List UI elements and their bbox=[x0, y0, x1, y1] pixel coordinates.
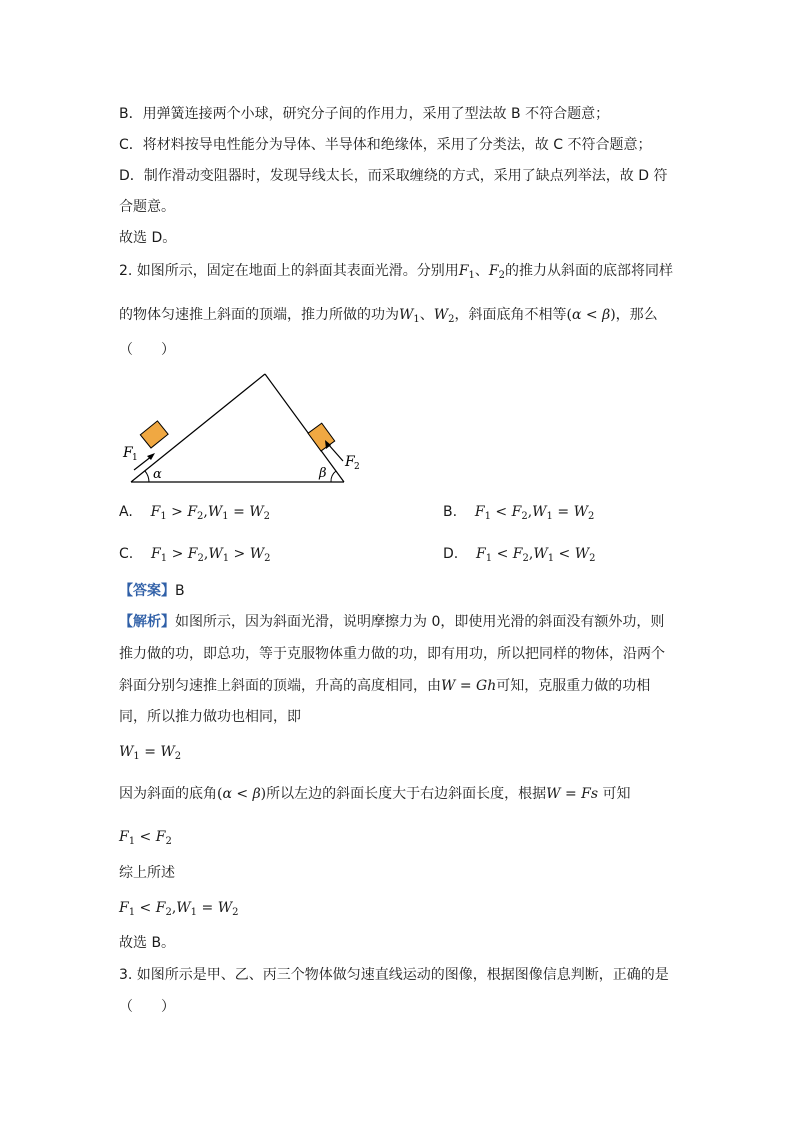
explanation-d-line1: D．制作滑动变阻器时，发现导线太长，而采取缠绕的方式，采用了缺点列举法，故 D 符 bbox=[119, 168, 668, 184]
answer-line bbox=[119, 582, 185, 600]
alpha-label: α bbox=[153, 467, 162, 482]
question-2-line1: 2. 如图所示，固定在地面上的斜面其表面光滑。分别用$F_1$、$F_2$的推力从斜面的底部将同样 bbox=[119, 263, 673, 281]
option-a: A. $F_1 > F_2,W_1 = W_2$ bbox=[119, 504, 271, 522]
answer-tag: 【答案】 bbox=[119, 583, 175, 599]
question-3-line1: 3. 如图所示是甲、乙、丙三个物体做匀速直线运动的图像，根据图像信息判断，正确的是 bbox=[119, 967, 669, 983]
answer-value: B bbox=[175, 583, 185, 599]
summary-line: 综上所述 bbox=[119, 865, 175, 881]
option-b: B. $F_1 < F_2,W_1 = W_2$ bbox=[443, 504, 595, 522]
formula-w1-eq-w2: $W_1 = W_2$ bbox=[119, 744, 182, 762]
analysis-line1: 【解析】如图所示，因为斜面光滑，说明摩擦力为 0，即使用光滑的斜面没有额外功，则 bbox=[119, 614, 665, 630]
explanation-c: C．将材料按导电性能分为导体、半导体和绝缘体，采用了分类法，故 C 不符合题意； bbox=[119, 137, 652, 153]
incline-right-side bbox=[265, 374, 344, 482]
beta-arc bbox=[331, 471, 336, 482]
analysis-tag: 【解析】 bbox=[119, 614, 175, 630]
f1-label: F bbox=[123, 445, 133, 461]
question-2-bracket: （ ） bbox=[119, 342, 175, 358]
f2-arrow bbox=[328, 444, 343, 461]
formula-f1-lt-f2: $F_1 < F_2$ bbox=[119, 829, 172, 847]
conclusion-b: 故选 B。 bbox=[119, 935, 176, 951]
analysis-line6: 因为斜面的底角(α < β)所以左边的斜面长度大于右边斜面长度，根据W = Fs 可知 bbox=[119, 786, 631, 802]
analysis-line4: 同，所以推力做功也相同，即 bbox=[119, 709, 301, 725]
question-2-line2: 的物体匀速推上斜面的顶端，推力所做的功为$W_1$、$W_2$，斜面底角不相等(α < β)，那么 bbox=[119, 307, 658, 325]
formula-final: $F_1 < F_2,W_1 = W_2$ bbox=[119, 900, 239, 918]
explanation-conclusion: 故选 D。 bbox=[119, 230, 177, 246]
f2-label: F bbox=[345, 454, 355, 470]
analysis-line3: 斜面分别匀速推上斜面的顶端，升高的高度相同，由W = Gh可知，克服重力做的功相 bbox=[119, 678, 651, 694]
alpha-arc bbox=[145, 471, 149, 482]
f2-sub: 2 bbox=[354, 462, 360, 472]
f1-sub: 1 bbox=[132, 453, 138, 463]
incline-figure bbox=[115, 365, 375, 495]
option-d: D. $F_1 < F_2,W_1 < W_2$ bbox=[443, 546, 596, 564]
analysis-line2: 推力做的功，即总功，等于克服物体重力做的功，即有用功，所以把同样的物体，沿两个 bbox=[119, 646, 665, 662]
left-block bbox=[140, 421, 168, 448]
explanation-b: B．用弹簧连接两个小球，研究分子间的作用力，采用了型法故 B 不符合题意； bbox=[119, 106, 610, 122]
beta-label: β bbox=[319, 466, 327, 481]
question-3-bracket: （ ） bbox=[119, 999, 175, 1015]
explanation-d-line2: 合题意。 bbox=[119, 199, 175, 215]
option-c: C. $F_1 > F_2,W_1 > W_2$ bbox=[119, 546, 271, 564]
